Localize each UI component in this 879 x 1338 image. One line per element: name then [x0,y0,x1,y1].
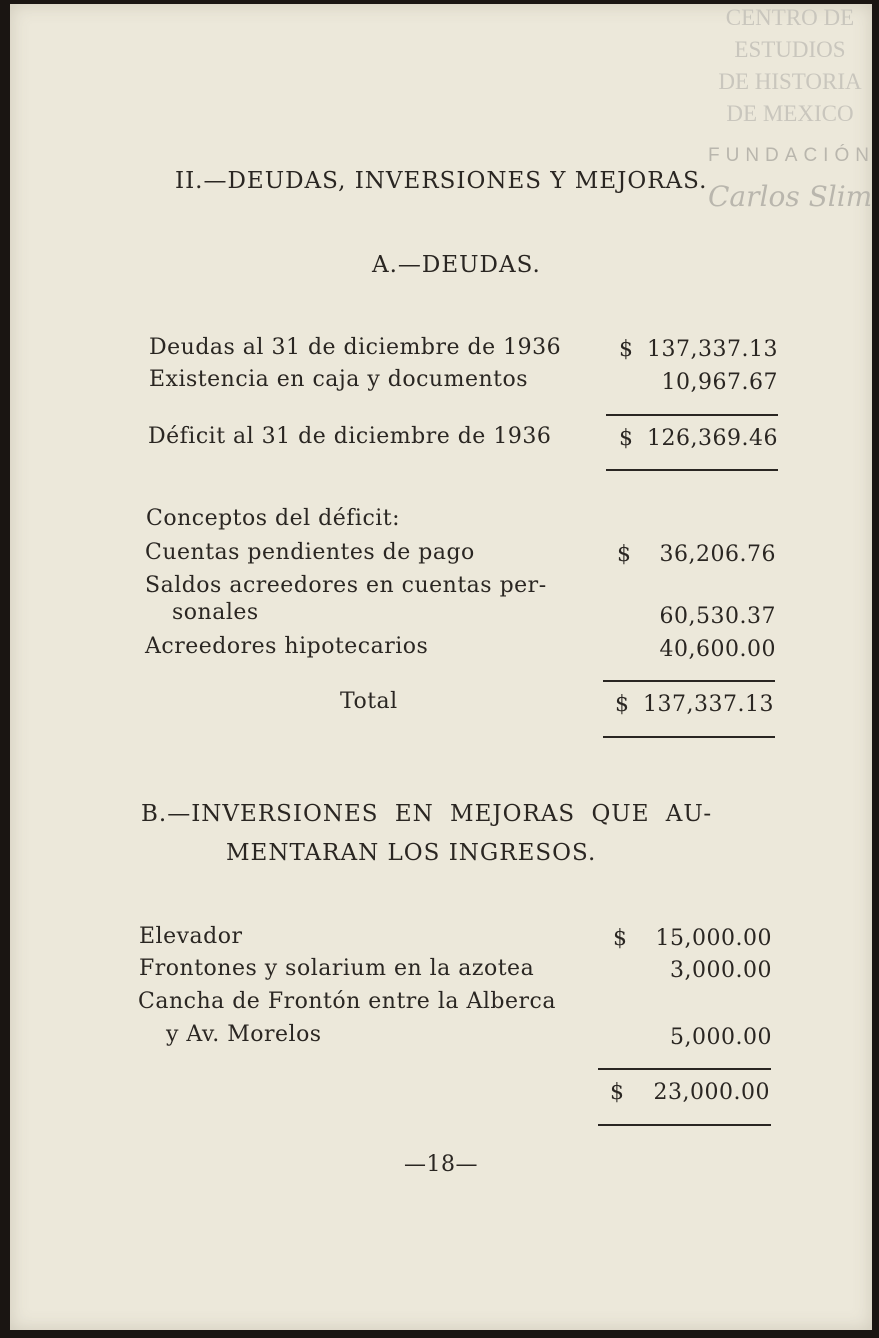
page-number: —18— [404,1152,478,1177]
watermark-line-4: DE MEXICO [726,101,854,126]
currency-sign: $ [613,926,628,951]
subtotal-rule [598,1068,771,1070]
investment-amount: 5,000.00 [670,1025,772,1050]
investment-label: Cancha de Frontón entre la Alberca [138,989,556,1014]
investment-amount: 3,000.00 [670,958,772,983]
investment-label: Frontones y solarium en la azotea [139,956,535,981]
deficit-amount: 126,369.46 [647,426,778,451]
concept-label-continued: sonales [172,600,259,625]
total-rule [603,736,775,738]
watermark-line-1: CENTRO DE [725,5,855,30]
concept-label: Saldos acreedores en cuentas per- [145,573,547,598]
debts-heading: A.—DEUDAS. [372,252,541,278]
concept-amount: 36,206.76 [659,542,776,567]
debt-row-amount: 10,967.67 [661,370,778,395]
investment-label-continued: y Av. Morelos [166,1022,322,1047]
total-amount: 137,337.13 [643,692,774,717]
debt-row-label: Deudas al 31 de diciembre de 1936 [149,335,562,360]
total-rule [606,469,778,471]
investments-total-amount: 23,000.00 [653,1080,770,1105]
watermark-line-3: DE HISTORIA [718,69,862,94]
debt-row-amount: 137,337.13 [647,337,778,362]
concepts-heading: Conceptos del déficit: [146,506,401,531]
watermark-signature: Carlos Slim [708,180,873,213]
deficit-label: Déficit al 31 de diciembre de 1936 [148,424,552,449]
currency-sign: $ [615,692,630,717]
currency-sign: $ [617,542,632,567]
investment-label: Elevador [139,924,243,949]
subtotal-rule [603,680,775,682]
investments-heading-line-2: MENTARAN LOS INGRESOS. [226,840,597,866]
investment-amount: 15,000.00 [655,926,772,951]
debt-row-label: Existencia en caja y documentos [149,367,529,392]
concept-label: Acreedores hipotecarios [145,634,429,659]
watermark-foundation: FUNDACIÓN [708,145,875,166]
currency-sign: $ [619,426,634,451]
total-rule [598,1124,771,1126]
currency-sign: $ [619,337,634,362]
subtotal-rule [606,414,778,416]
concept-label: Cuentas pendientes de pago [145,540,475,565]
concept-amount: 60,530.37 [659,604,776,629]
watermark-line-2: ESTUDIOS [734,37,846,62]
investments-heading-line-1: B.—INVERSIONES EN MEJORAS QUE AU- [141,801,713,827]
total-label: Total [340,689,398,714]
concept-amount: 40,600.00 [659,637,776,662]
currency-sign: $ [610,1080,625,1105]
section-title: II.—DEUDAS, INVERSIONES Y MEJORAS. [175,168,708,194]
